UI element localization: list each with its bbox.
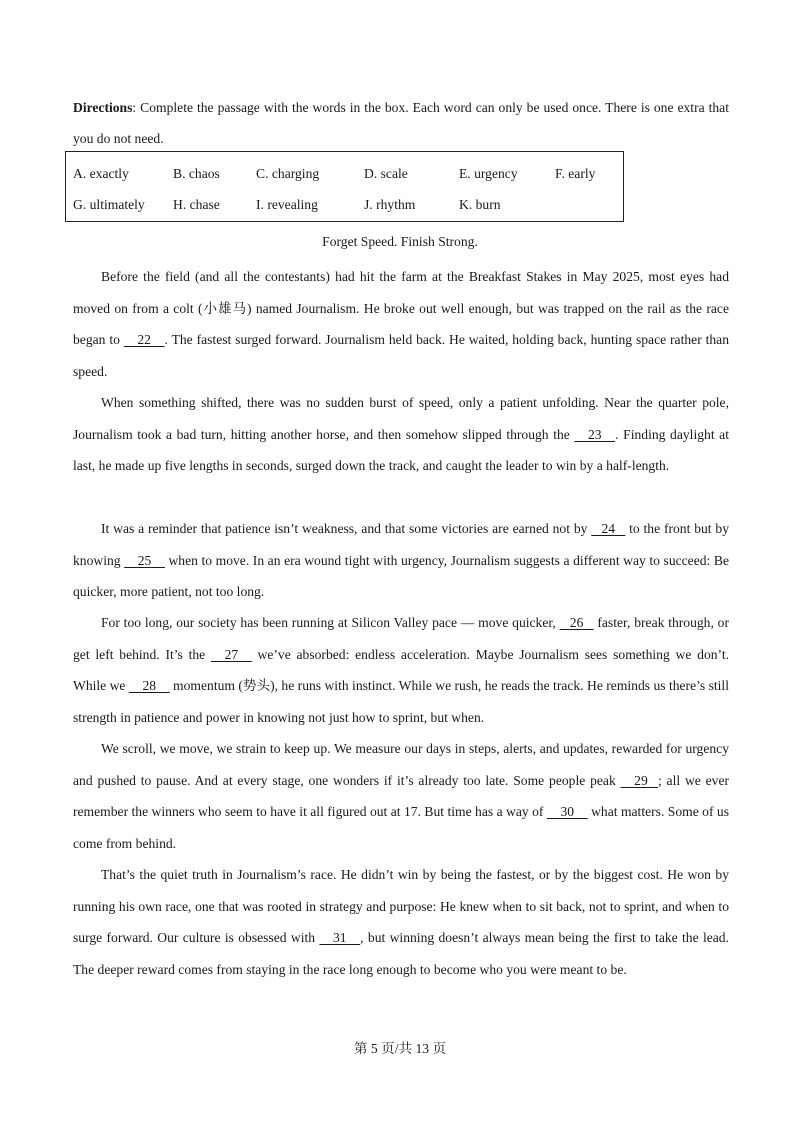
word-option: E. urgency (459, 166, 518, 181)
word-option: H. chase (173, 197, 220, 212)
paragraph-text: When something shifted, there was no sudden burst of speed, only a patient unfolding. Near the quarter pole, Journalism took a bad turn, hitting another horse, and then somehow slipped through the (73, 395, 729, 442)
blank-29[interactable] (621, 765, 658, 797)
paragraph-4 (73, 607, 729, 733)
blank-number: 27 (224, 646, 239, 662)
blank-number: 26 (569, 615, 584, 630)
paragraph-text: Before the field (and all the contestants) had hit the farm at the Breakfast Stakes in May 2025, most eyes had moved on from a colt (小雄马) named Journalism. He broke out well enough, but was trapped on the rail as the race began to (73, 269, 729, 347)
word-option: J. rhythm (364, 197, 416, 212)
blank-number: 22 (137, 332, 151, 347)
word-option: C. charging (256, 166, 320, 181)
blank-number: 29 (634, 772, 648, 788)
paragraph-text: what matters. Some of us come from behind. (73, 804, 730, 851)
blank-number: 31 (332, 930, 347, 945)
word-option: D. scale (364, 166, 408, 181)
paragraph-1 (73, 261, 729, 387)
blank-31[interactable] (319, 922, 360, 954)
passage-title: Forget Speed. Finish Strong. (322, 234, 478, 249)
blank-number: 25 (137, 552, 152, 568)
paragraph-text: We scroll, we move, we strain to keep up. We measure our days in steps, alerts, and updates, rewarded for urgency and pushed to pause. And at every stage, one wonders if it’s already too late. Some people peak (73, 741, 729, 788)
blank-24[interactable] (591, 513, 625, 545)
paragraph-text: , but winning doesn’t always mean being the first to take the lead. The deeper reward comes from staying in the race long enough to become who you were meant to be. (73, 930, 729, 977)
word-option: K. burn (459, 197, 501, 212)
paragraph-text: to the front but by knowing (73, 521, 730, 568)
paragraph-text: For too long, our society has been running at Silicon Valley pace — move quicker, (101, 615, 560, 630)
paragraph-text: . Finding daylight at last, he made up five lengths in seconds, surged down the track, and caught the leader to win by a half-length. (73, 426, 729, 473)
word-option: I. revealing (256, 197, 318, 212)
word-option: B. chaos (173, 166, 220, 181)
word-option: F. early (555, 166, 596, 181)
directions (73, 92, 729, 154)
directions-text: : Complete the passage with the words in the box. Each word can only be used once. There is one extra that you do not need. (73, 100, 729, 146)
blank-number: 23 (587, 426, 602, 442)
paragraph-2 (73, 387, 729, 482)
blank-28[interactable] (129, 670, 170, 702)
paragraph-text: we’ve absorbed: endless acceleration. Maybe Journalism sees something we don’t. While we (73, 646, 729, 693)
paragraph-text: . The fastest surged forward. Journalism held back. He waited, holding back, hunting space rather than speed. (73, 332, 729, 379)
paragraph-text: That’s the quiet truth in Journalism’s race. He didn’t win by being the fastest, or by the biggest cost. He won by running his own race, one that was rooted in strategy and purpose: He knew when to sit back, not to sprint, and when to surge forward. Our culture is obsessed with (73, 867, 729, 945)
word-option: A. exactly (73, 166, 129, 181)
word-option: G. ultimately (73, 197, 145, 212)
blank-22[interactable] (124, 324, 165, 356)
paragraph-5 (73, 733, 729, 859)
blank-number: 28 (142, 678, 157, 693)
paragraph-text: ; all we ever remember the winners who seem to have it all figured out at 17. But time has a way of (73, 772, 729, 819)
paragraph-text: faster, break through, or get left behind. It’s the (73, 615, 730, 662)
blank-25[interactable] (124, 545, 165, 577)
blank-26[interactable] (560, 607, 594, 639)
blank-number: 24 (601, 521, 616, 536)
word-box (65, 151, 624, 222)
blank-number: 30 (560, 804, 575, 819)
paragraph-3 (73, 513, 729, 608)
paragraph-6 (73, 859, 729, 985)
blank-27[interactable] (211, 639, 252, 671)
paragraph-text: momentum (势头), he runs with instinct. While we rush, he reads the track. He reminds us there’s still strength in patience and power in knowing not just how to sprint, but when. (73, 678, 729, 725)
blank-30[interactable] (547, 796, 588, 828)
directions-label: Directions (73, 100, 133, 115)
paragraph-text: when to move. In an era wound tight with urgency, Journalism suggests a different way to succeed: Be quicker, more patient, not too long. (73, 552, 729, 599)
blank-23[interactable] (574, 419, 615, 451)
page-number: 第 5 页/共 13 页 (353, 1041, 447, 1056)
paragraph-text: It was a reminder that patience isn’t weakness, and that some victories are earned not by (101, 521, 592, 536)
